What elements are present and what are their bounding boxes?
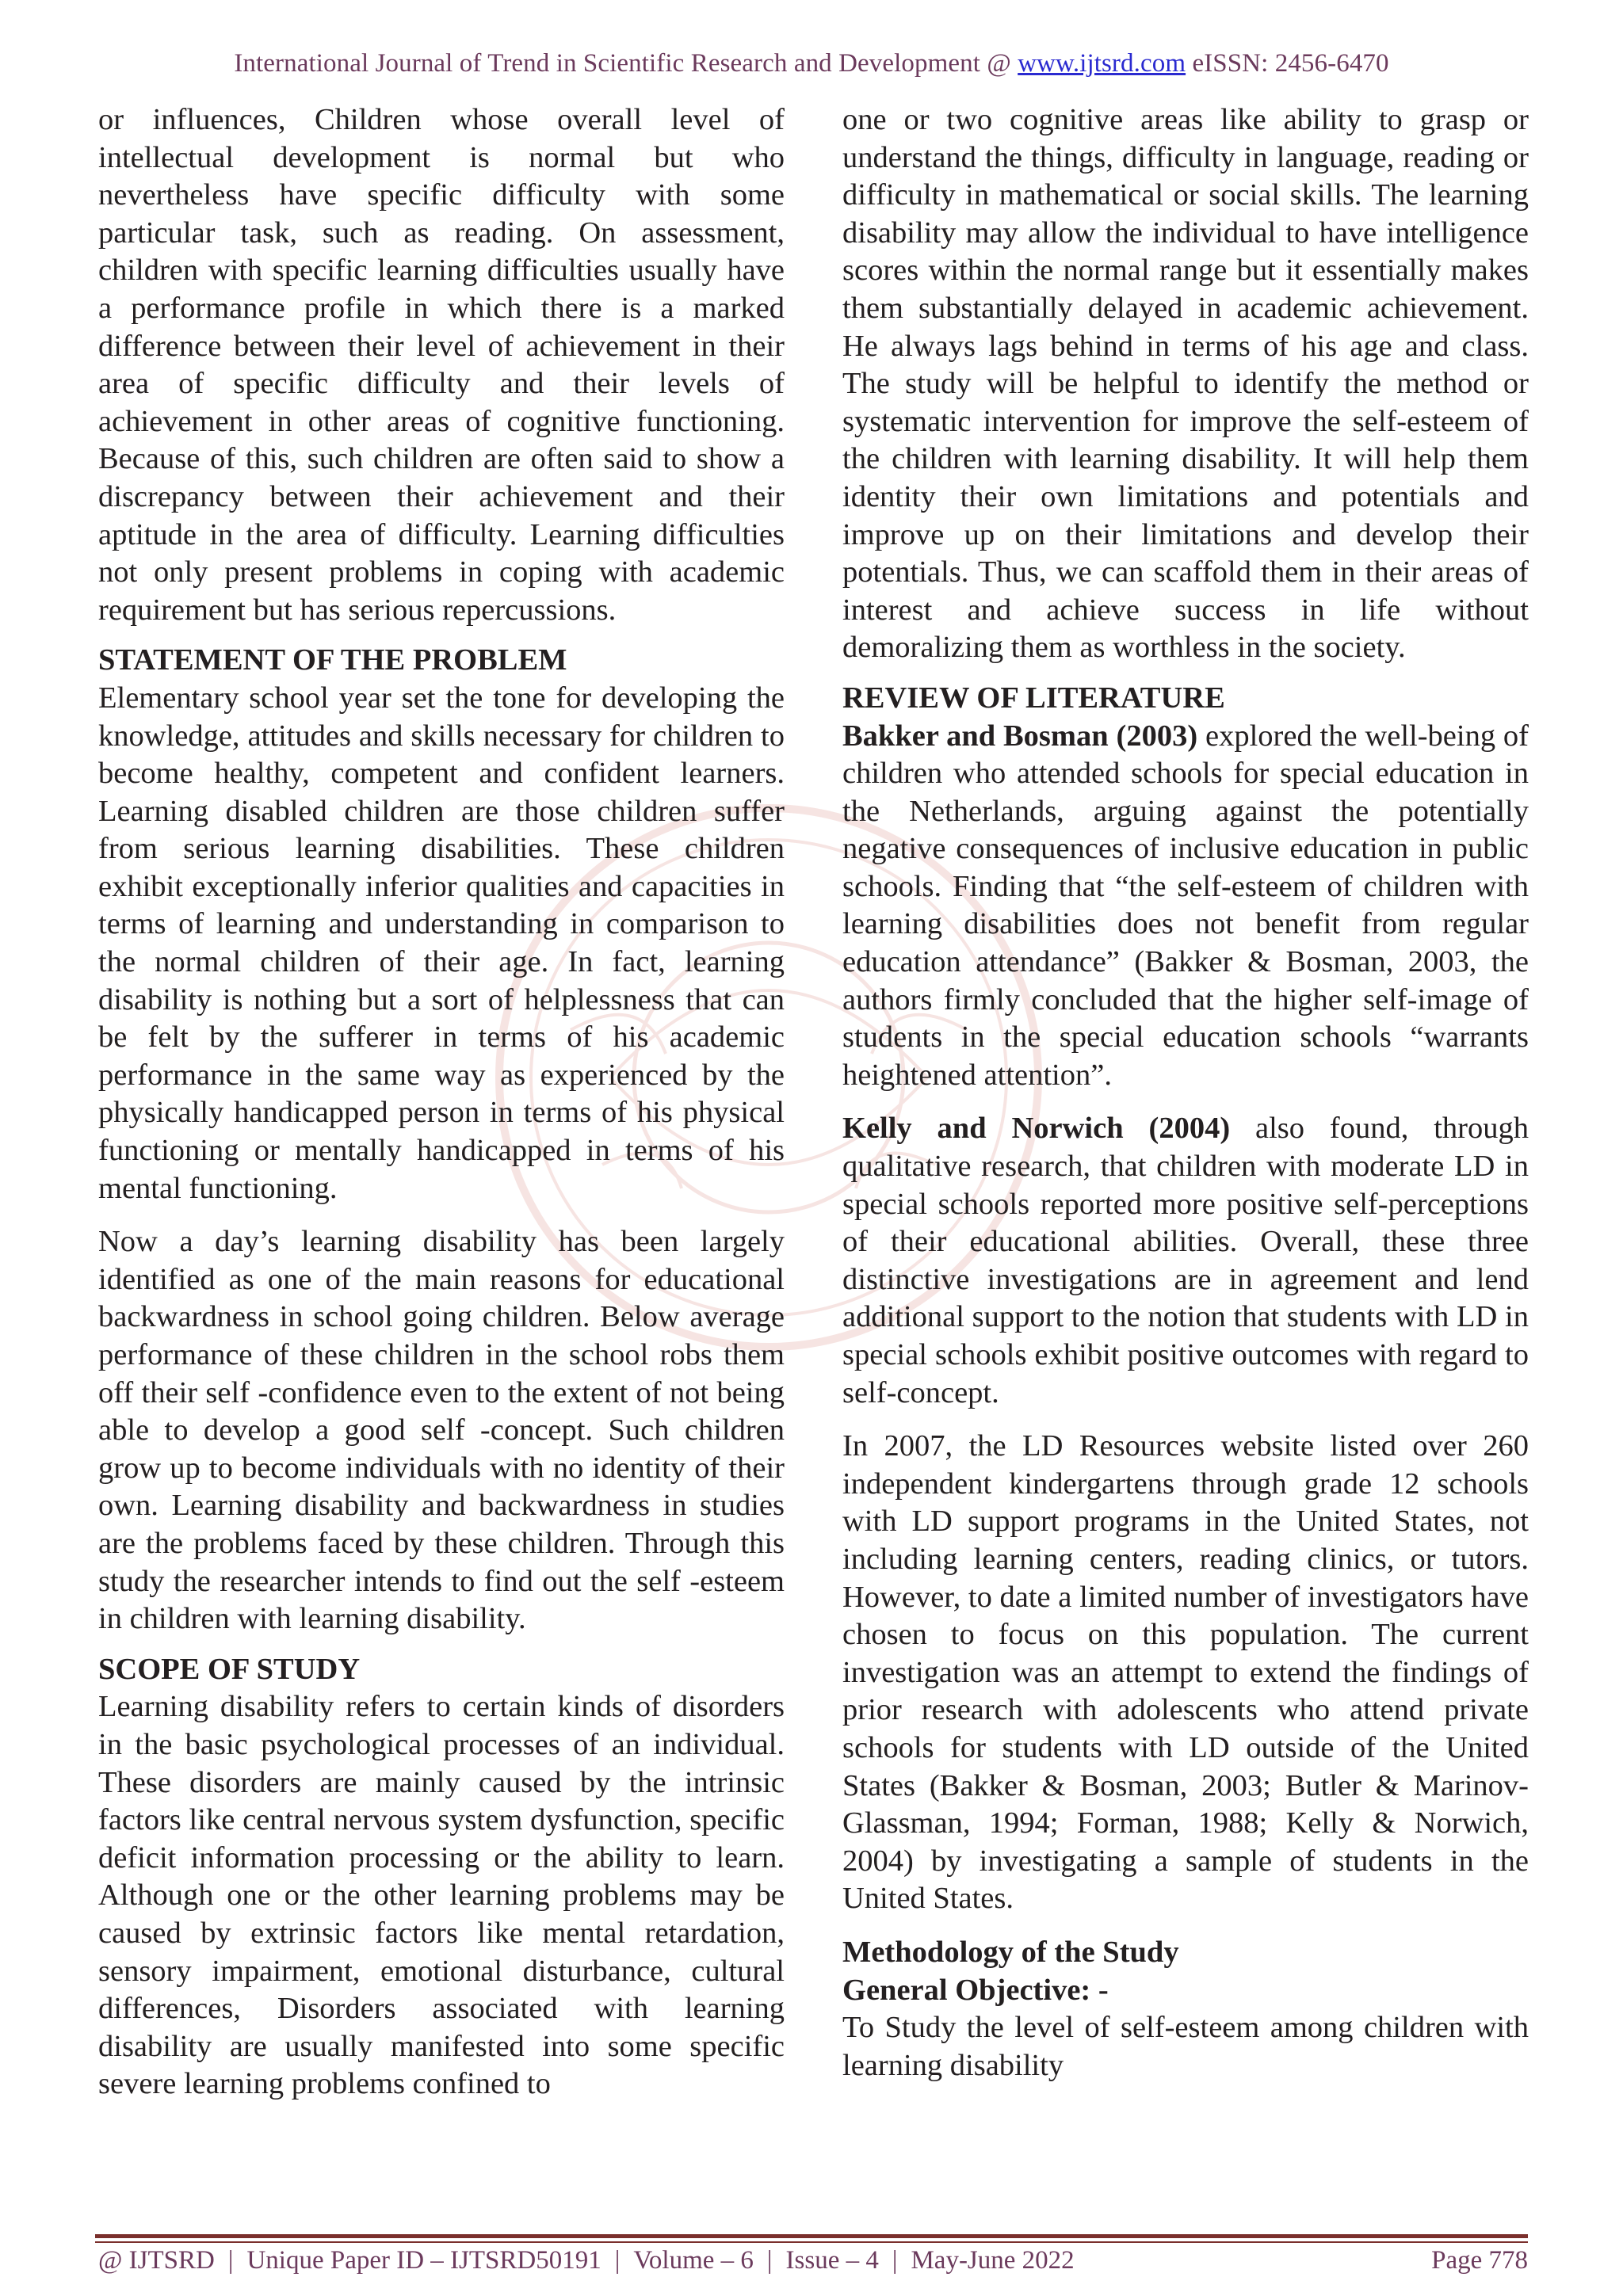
footer-divider xyxy=(95,2234,1528,2238)
footer-journal: @ IJTSRD xyxy=(98,2246,215,2275)
section-heading-statement-of-problem: STATEMENT OF THE PROBLEM xyxy=(98,643,567,677)
body-paragraph: Learning disability refers to certain kinds of disorders in the basic psychological processes of an individual. These disorders are mainly caused by the intrinsic factors like central nervous system dysfunction, specific deficit information processing or the ability to learn. Although one or the other learning problems may be caused by extrinsic factors like mental retardation, sensory impairment, emotional disturbance, cultural differences, Disorders associated with learning disability are usually manifested into some specific severe learning problems confined to xyxy=(98,1690,785,2101)
footer-separator: | xyxy=(766,2246,773,2275)
body-paragraph: To Study the level of self-esteem among children with learning disability xyxy=(842,2011,1529,2082)
page-footer xyxy=(98,2246,1528,2275)
paragraph-text: also found, through qualitative research, that children with moderate LD in special schools reported more positive self-perceptions of their educational abilities. Overall, these three distinctive investigations are in agreement and lend additional support to the notion that students with LD in special schools exhibit positive outcomes with regard to self-concept. xyxy=(842,1112,1529,1409)
body-paragraph: one or two cognitive areas like ability to grasp or understand the things, difficulty in language, reading or difficulty in mathematical or social skills. The learning disability may allow the individual to have intelligence scores within the normal range but it essentially makes them substantially delayed in academic achievement. He always lags behind in terms of his age and class. The study will be helpful to identify the method or systematic intervention for improve the self-esteem of the children with learning disability. It will help them identity their own limitations and potentials and improve up on their limitations and develop their potentials. Thus, we can scaffold them in their areas of interest and achieve success in life without demoralizing them as worthless in the society. xyxy=(842,103,1529,665)
citation-bold: Bakker and Bosman (2003) xyxy=(842,719,1198,753)
header-website-link[interactable]: www.ijtsrd.com xyxy=(1018,49,1186,78)
paragraph-text: explored the well-being of children who attended schools for special education in the Netherlands, arguing against the potentially negative consequences of inclusive education in public schools. Finding that “the self-esteem of children with learning disabilities does not benefit from regular education attendance” (Bakker & Bosman, 2003, the authors firmly concluded that the higher self-image of students in the special education schools “warrants heightened attention”. xyxy=(842,719,1529,1092)
body-paragraph: or influences, Children whose overall level of intellectual development is normal but who nevertheless have specific difficulty with some particular task, such as reading. On assessment, children with specific learning difficulties usually have a performance profile in which there is a marked difference between their level of achievement in their area of specific difficulty and their levels of achievement in other areas of cognitive functioning. Because of this, such children are often said to show a discrepancy between their achievement and their aptitude in the area of difficulty. Learning difficulties not only present problems in coping with academic requirement but has serious repercussions. xyxy=(98,103,785,627)
body-paragraph: Elementary school year set the tone for developing the knowledge, attitudes and skills necessary for children to become healthy, competent and confident learners. Learning disabled children are those children suffer from serious learning disabilities. These children exhibit exceptionally inferior qualities and capacities in terms of learning and understanding in comparison to the normal children of their age. In fact, learning disability is nothing but a sort of helplessness that can be felt by the sufferer in terms of his academic performance in the same way as experienced by the physically handicapped person in terms of his physical functioning or mentally handicapped in terms of his mental functioning. xyxy=(98,681,785,1205)
right-column xyxy=(842,101,1529,2097)
running-header xyxy=(0,49,1623,78)
body-paragraph xyxy=(842,1110,1529,1412)
footer-volume: Volume – 6 xyxy=(633,2246,754,2275)
footer-date: May-June 2022 xyxy=(911,2246,1075,2275)
footer-paper-id: Unique Paper ID – IJTSRD50191 xyxy=(246,2246,601,2275)
footer-divider-thin xyxy=(95,2241,1528,2243)
body-paragraph xyxy=(842,718,1529,1095)
section-heading-review-of-literature: REVIEW OF LITERATURE xyxy=(842,681,1225,715)
left-column xyxy=(98,101,785,2116)
header-issn: eISSN: 2456-6470 xyxy=(1186,49,1389,78)
body-paragraph: In 2007, the LD Resources website listed over 260 independent kindergartens through grade 12 schools with LD support programs in the United States, not including learning centers, reading clinics, or tutors. However, to date a limited number of investigators have chosen to focus on this population. The current investigation was an attempt to extend the findings of prior research with adolescents who attend private schools for students with LD outside of the United States (Bakker & Bosman, 2003; Butler & Marinov-Glassman, 1994; Forman, 1988; Kelly & Norwich, 2004) by investigating a sample of students in the United States. xyxy=(842,1429,1529,1916)
footer-separator: | xyxy=(614,2246,621,2275)
section-heading-scope-of-study: SCOPE OF STUDY xyxy=(98,1652,361,1686)
citation-bold: Kelly and Norwich (2004) xyxy=(842,1112,1231,1146)
footer-issue: Issue – 4 xyxy=(785,2246,879,2275)
subheading-general-objective: General Objective: - xyxy=(842,1973,1109,2007)
footer-separator: | xyxy=(227,2246,234,2275)
header-journal-name: International Journal of Trend in Scientific Research and Development @ xyxy=(234,49,1018,78)
footer-separator: | xyxy=(892,2246,898,2275)
section-heading-methodology: Methodology of the Study xyxy=(842,1935,1179,1969)
body-paragraph: Now a day’s learning disability has been largely identified as one of the main reasons for educational backwardness in school going children. Below average performance of these children in the school robs them off their self -confidence even to the extent of not being able to develop a good self -concept. Such children grow up to become individuals with no identity of their own. Learning disability and backwardness in studies are the problems faced by these children. Through this study the researcher intends to find out the self -esteem in children with learning disability. xyxy=(98,1225,785,1636)
page-number: Page 778 xyxy=(1431,2246,1528,2275)
